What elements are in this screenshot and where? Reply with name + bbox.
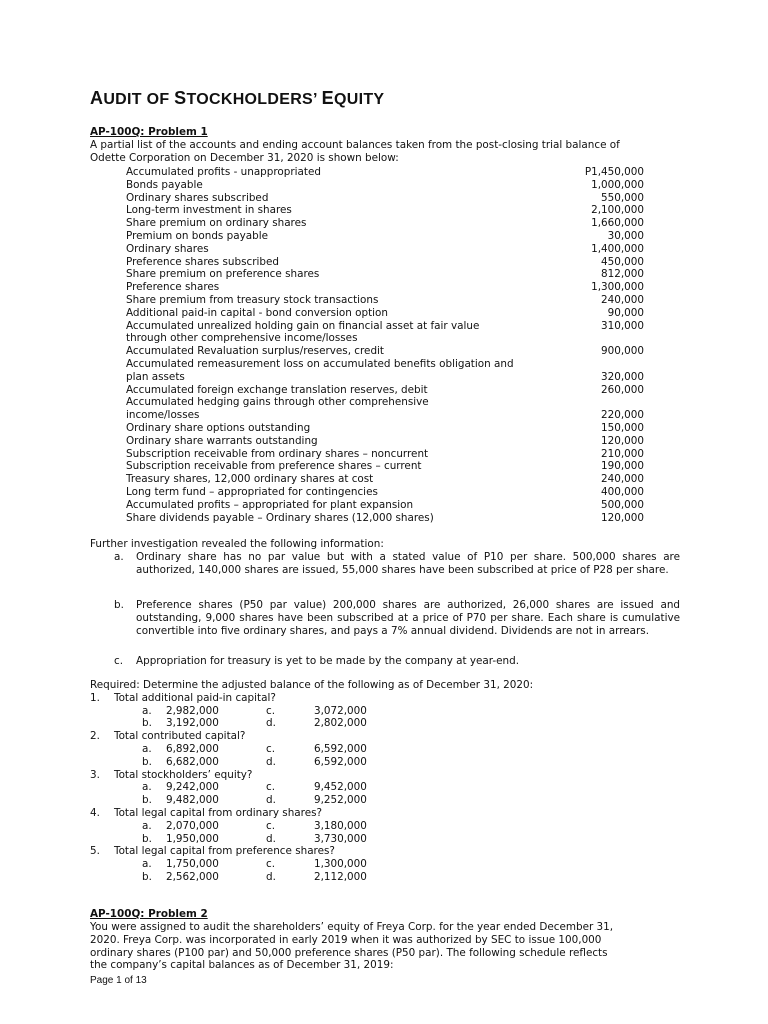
choice-value: 2,982,000 (166, 704, 219, 717)
account-label: Preference shares subscribed (126, 255, 279, 268)
account-amount: 260,000 (601, 383, 644, 396)
account-label: Subscription receivable from preference shares – current (126, 460, 422, 473)
account-row (126, 371, 644, 384)
account-row (126, 243, 644, 256)
account-amount: 240,000 (601, 473, 644, 486)
account-amount: 1,300,000 (591, 281, 644, 294)
paragraph-line: the company’s capital balances as of December 31, 2019: (90, 959, 394, 972)
question-text: Total stockholders’ equity? (114, 768, 253, 781)
paragraph-line: ordinary shares (P100 par) and 50,000 preference shares (P50 par). The following schedule reflects (90, 946, 608, 959)
question-list (90, 692, 680, 884)
account-label: Share premium from treasury stock transactions (126, 293, 379, 306)
account-label: Ordinary shares subscribed (126, 191, 269, 204)
note-item: b. Preference shares (P50 par value) 200,000 shares are authorized, 26,000 shares are issued and outstanding, 9,000 shares have been subscribed at a price of P70 per share. Each share is cumulative convertible into five ordinary shares, and pays a 7% annual dividend. Dividends are not in arrears. (114, 599, 680, 637)
account-row (126, 448, 644, 461)
account-amount: 310,000 (601, 319, 644, 332)
choice-row (90, 705, 680, 718)
choice-letter: d. (266, 832, 276, 845)
account-amount: 150,000 (601, 421, 644, 434)
account-balance-list (126, 166, 644, 524)
choice-letter: c. (266, 819, 276, 832)
account-row (126, 307, 644, 320)
choice-row (90, 871, 680, 884)
choice-row (90, 756, 680, 769)
account-row (126, 281, 644, 294)
account-row (126, 384, 644, 397)
choice-letter: d. (266, 870, 276, 883)
problem1-intro: A partial list of the accounts and ending account balances taken from the post-closing trial balance of Odette Corporation on December 31, 2020 is shown below: (90, 139, 620, 164)
question-number: 3. (90, 768, 100, 781)
choice-letter: a. (142, 858, 152, 871)
question-item (90, 730, 680, 743)
choice-row (90, 833, 680, 846)
account-label: Share dividends payable – Ordinary shares (12,000 shares) (126, 511, 434, 524)
question-text: Total legal capital from ordinary shares? (114, 806, 323, 819)
account-amount: 400,000 (601, 485, 644, 498)
account-row (126, 358, 644, 371)
account-row (126, 179, 644, 192)
problem1-heading: AP-100Q: Problem 1 (90, 126, 208, 138)
question-text: Total legal capital from preference shares? (114, 845, 335, 858)
choice-row (90, 858, 680, 871)
choice-row (90, 781, 680, 794)
choice-value: 6,592,000 (314, 755, 367, 768)
account-amount: 550,000 (601, 191, 644, 204)
account-label: Treasury shares, 12,000 ordinary shares at cost (126, 473, 374, 486)
choice-value: 2,802,000 (314, 717, 367, 730)
choice-row (90, 717, 680, 730)
account-label: Share premium on preference shares (126, 268, 320, 281)
account-row (126, 409, 644, 422)
choice-row (90, 820, 680, 833)
choice-letter: b. (142, 717, 152, 730)
account-amount (556, 358, 644, 371)
account-amount: 812,000 (601, 268, 644, 281)
account-amount (556, 332, 644, 345)
choice-value: 3,180,000 (314, 819, 367, 832)
account-amount: 240,000 (601, 293, 644, 306)
choice-value: 3,072,000 (314, 704, 367, 717)
account-label: Accumulated Revaluation surplus/reserves, credit (126, 345, 385, 358)
choice-letter: a. (142, 742, 152, 755)
account-row (126, 294, 644, 307)
choice-value: 1,300,000 (314, 858, 367, 871)
account-row (126, 256, 644, 269)
problem2-text (90, 921, 680, 972)
note-item: c. Appropriation for treasury is yet to be made by the company at year-end. (114, 655, 520, 667)
account-row (126, 486, 644, 499)
account-row (126, 192, 644, 205)
account-label: Accumulated profits - unappropriated (126, 166, 321, 178)
choice-value: 2,562,000 (166, 870, 219, 883)
account-row (126, 396, 644, 409)
account-amount: 210,000 (601, 447, 644, 460)
account-label: Premium on bonds payable (126, 229, 268, 242)
account-label: Accumulated foreign exchange translation reserves, debit (126, 383, 428, 396)
account-row (126, 217, 644, 230)
choice-value: 3,192,000 (166, 717, 219, 730)
account-row (126, 320, 644, 333)
question-item (90, 692, 680, 705)
choice-letter: d. (266, 717, 276, 730)
account-label: Subscription receivable from ordinary shares – noncurrent (126, 447, 429, 460)
required-section (90, 679, 680, 884)
account-amount (556, 396, 644, 409)
choice-value: 9,452,000 (314, 781, 367, 794)
question-number: 4. (90, 806, 100, 819)
account-row (126, 460, 644, 473)
page-number: Page 1 of 13 (90, 975, 147, 986)
choice-letter: c. (266, 858, 276, 871)
account-amount: 500,000 (601, 498, 644, 511)
choice-row (90, 794, 680, 807)
choice-letter: a. (142, 704, 152, 717)
account-label: Share premium on ordinary shares (126, 217, 307, 230)
further-heading: Further investigation revealed the following information: (90, 538, 384, 550)
account-row (126, 499, 644, 512)
account-row (126, 166, 644, 179)
question-text: Total contributed capital? (114, 730, 246, 743)
choice-value: 6,592,000 (314, 742, 367, 755)
account-row (126, 435, 644, 448)
account-label: Long-term investment in shares (126, 204, 292, 217)
account-label: Preference shares (126, 281, 220, 294)
account-row (126, 345, 644, 358)
paragraph-line: 2020. Freya Corp. was incorporated in early 2019 when it was authorized by SEC to issue 100,000 (90, 933, 602, 946)
choice-letter: c. (266, 781, 276, 794)
account-label: Accumulated hedging gains through other comprehensive (126, 396, 429, 409)
choice-letter: c. (266, 704, 276, 717)
question-number: 2. (90, 730, 100, 743)
account-amount: P1,450,000 (584, 166, 644, 178)
choice-value: 9,482,000 (166, 794, 219, 807)
account-row (126, 422, 644, 435)
account-amount: 450,000 (601, 255, 644, 268)
question-item (90, 807, 680, 820)
account-label: plan assets (126, 370, 185, 383)
required-heading: Required: Determine the adjusted balance of the following as of December 31, 2020: (90, 679, 534, 691)
account-amount: 2,100,000 (591, 204, 644, 217)
choice-letter: b. (142, 870, 152, 883)
choice-letter: a. (142, 819, 152, 832)
choice-value: 9,252,000 (314, 794, 367, 807)
account-amount: 90,000 (607, 306, 644, 319)
choice-letter: a. (142, 781, 152, 794)
account-amount: 190,000 (601, 460, 644, 473)
choice-value: 9,242,000 (166, 781, 219, 794)
account-row (126, 473, 644, 486)
account-label: Ordinary shares (126, 242, 209, 255)
note-item: a. Ordinary share has no par value but with a stated value of P10 per share. 500,000 shares are authorized, 140,000 shares are issued, 55,000 shares have been subscribed at price of P28 per share. (114, 551, 680, 576)
account-label: Ordinary share options outstanding (126, 421, 311, 434)
account-amount: 30,000 (607, 229, 644, 242)
choice-value: 1,950,000 (166, 832, 219, 845)
account-amount: 1,400,000 (591, 242, 644, 255)
account-amount: 900,000 (601, 345, 644, 358)
account-label: Accumulated remeasurement loss on accumulated benefits obligation and (126, 357, 514, 370)
choice-value: 2,112,000 (314, 870, 367, 883)
account-amount: 120,000 (601, 434, 644, 447)
account-row (126, 268, 644, 281)
choice-value: 6,682,000 (166, 755, 219, 768)
account-label: through other comprehensive income/losses (126, 332, 358, 345)
choice-letter: b. (142, 794, 152, 807)
account-label: Long term fund – appropriated for contingencies (126, 485, 378, 498)
document-title: AUDIT OF STOCKHOLDERS’ EQUITY (90, 88, 385, 108)
choice-letter: d. (266, 755, 276, 768)
account-amount: 120,000 (601, 511, 644, 524)
account-label: income/losses (126, 409, 200, 422)
choice-value: 1,750,000 (166, 858, 219, 871)
question-number: 5. (90, 845, 100, 858)
account-row (126, 332, 644, 345)
account-label: Bonds payable (126, 178, 203, 191)
account-row (126, 204, 644, 217)
choice-letter: b. (142, 755, 152, 768)
account-label: Accumulated unrealized holding gain on financial asset at fair value (126, 319, 480, 332)
question-number: 1. (90, 691, 100, 704)
account-amount: 320,000 (601, 370, 644, 383)
question-item (90, 845, 680, 858)
choice-value: 3,730,000 (314, 832, 367, 845)
problem2-heading: AP-100Q: Problem 2 (90, 908, 208, 920)
account-row (126, 230, 644, 243)
account-label: Ordinary share warrants outstanding (126, 434, 318, 447)
paragraph-line: You were assigned to audit the shareholders’ equity of Freya Corp. for the year ended December 31, (90, 921, 614, 933)
account-amount: 1,660,000 (591, 217, 644, 230)
choice-row (90, 743, 680, 756)
choice-letter: c. (266, 742, 276, 755)
choice-letter: b. (142, 832, 152, 845)
account-amount: 220,000 (601, 409, 644, 422)
choice-value: 6,892,000 (166, 742, 219, 755)
choice-value: 2,070,000 (166, 819, 219, 832)
question-text: Total additional paid-in capital? (114, 691, 276, 704)
account-label: Additional paid-in capital - bond conversion option (126, 306, 388, 319)
choice-letter: d. (266, 794, 276, 807)
account-label: Accumulated profits – appropriated for plant expansion (126, 498, 414, 511)
account-amount: 1,000,000 (591, 178, 644, 191)
account-row (126, 512, 644, 525)
question-item (90, 769, 680, 782)
